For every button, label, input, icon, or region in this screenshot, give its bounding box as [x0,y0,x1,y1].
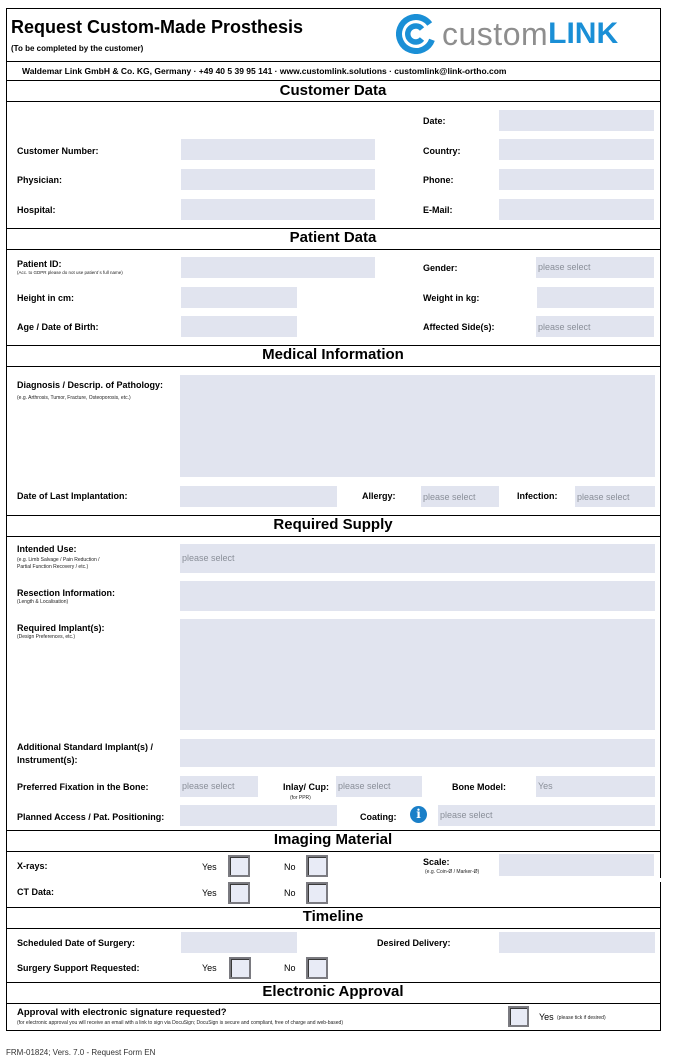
hospital-label: Hospital: [17,205,56,215]
coating-label: Coating: [360,812,397,822]
fixation-label: Preferred Fixation in the Bone: [17,782,149,792]
country-label: Country: [423,146,461,156]
surgery-support-label: Surgery Support Requested: [17,963,140,973]
planned-access-label: Planned Access / Pat. Positioning: [17,812,165,822]
logo-text-custom: custom [442,15,549,52]
inlay-cup-label: Inlay/ Cup: [283,782,330,792]
inlay-cup-note: (for PPR) [290,795,311,801]
section-title-medical-information: Medical Information [262,346,404,363]
approval-note: (for electronic approval you will receive an email with a link to sign via DocuSign; DocuSign is secure and compliant, free of charge and web-based) [17,1020,343,1026]
bone-model-select[interactable] [536,776,655,797]
age-label: Age / Date of Birth: [17,322,99,332]
desired-delivery-input[interactable] [499,932,655,953]
fixation-select[interactable] [180,776,258,797]
bone-model-label: Bone Model: [452,782,506,792]
infection-select[interactable] [575,486,655,507]
last-implantation-label: Date of Last Implantation: [17,491,128,501]
customer-number-input[interactable] [181,139,375,160]
frame-bottom [6,1030,661,1031]
required-implants-label: Required Implant(s): [17,623,105,633]
date-label: Date: [423,116,446,126]
height-input[interactable] [181,287,297,308]
diagnosis-note: (e.g. Arthrosis, Tumor, Fracture, Osteoporosis, etc.) [17,395,131,401]
patient-id-input[interactable] [181,257,375,278]
logo-text-link: LINK [548,17,619,50]
divider [6,928,661,929]
gender-value: please select [538,262,591,272]
height-label: Height in cm: [17,293,75,303]
xrays-label: X-rays: [17,861,48,871]
additional-implants-label-1: Additional Standard Implant(s) / [17,742,154,752]
contact-line: Waldemar Link GmbH & Co. KG, Germany · +49 40 5 39 95 141 · www.customlink.solutions · customlink@link-ortho.com [22,66,507,76]
inlay-cup-value: please select [338,781,391,791]
approval-question: Approval with electronic signature requested? [17,1007,227,1018]
intended-use-label: Intended Use: [17,544,77,554]
allergy-value: please select [423,492,476,502]
email-input[interactable] [499,199,654,220]
allergy-select[interactable] [421,486,499,507]
frame-right-lower [660,882,661,1031]
resection-input[interactable] [180,581,655,611]
affected-sides-select[interactable] [536,316,654,337]
surgery-date-label: Scheduled Date of Surgery: [17,938,136,948]
coating-select[interactable] [438,805,655,826]
section-title-customer-data: Customer Data [279,82,387,99]
support-no-checkbox[interactable] [306,957,328,979]
section-title-patient-data: Patient Data [289,229,377,246]
planned-access-input[interactable] [180,805,337,826]
hospital-input[interactable] [181,199,375,220]
frame-right [660,8,661,878]
diagnosis-textarea[interactable] [180,375,655,477]
physician-label: Physician: [17,175,63,185]
required-implants-textarea[interactable] [180,619,655,730]
frame-top [6,8,661,9]
diagnosis-label: Diagnosis / Descrip. of Pathology: [17,380,164,390]
surgery-date-input[interactable] [181,932,297,953]
phone-input[interactable] [499,169,654,190]
customlink-c-icon [396,14,436,54]
infection-value: please select [577,492,630,502]
section-title-electronic-approval: Electronic Approval [262,983,404,1000]
fixation-value: please select [182,781,235,791]
patient-id-label: Patient ID: [17,259,62,269]
gender-label: Gender: [423,263,458,273]
intended-use-value: please select [182,553,235,563]
desired-delivery-label: Desired Delivery: [377,938,451,948]
scale-note: (e.g. Coin-Ø / Marker-Ø) [425,869,480,875]
approval-yes-checkbox[interactable] [508,1006,529,1027]
resection-note: (Length & Localisation) [17,599,69,605]
phone-label: Phone: [423,175,454,185]
approval-yes-label: Yes [539,1012,554,1022]
affected-sides-label: Affected Side(s): [423,322,495,332]
allergy-label: Allergy: [362,491,396,501]
intended-use-note-1: (e.g. Limb Salvage / Pain Reduction / [17,557,100,563]
gender-select[interactable] [536,257,654,278]
scale-input[interactable] [499,854,654,876]
last-implantation-input[interactable] [180,486,337,507]
required-implants-note: (Design Preferences, etc.) [17,634,76,640]
inlay-cup-select[interactable] [336,776,422,797]
affected-sides-value: please select [538,322,591,332]
ct-yes-label: Yes [202,888,217,898]
section-title-imaging-material: Imaging Material [273,831,393,848]
page-subtitle: (To be completed by the customer) [11,44,144,53]
support-yes-label: Yes [202,963,217,973]
patient-id-note: (Acc. to GDPR please do not use patient´s full name) [17,270,123,275]
ct-yes-checkbox[interactable] [228,882,250,904]
physician-input[interactable] [181,169,375,190]
ct-no-label: No [284,888,296,898]
ct-data-label: CT Data: [17,887,55,897]
info-icon[interactable]: i [410,806,427,823]
ct-no-checkbox[interactable] [306,882,328,904]
form-id-footer: FRM-01824; Vers. 7.0 - Request Form EN [6,1048,156,1057]
divider [6,61,661,62]
section-title-required-supply: Required Supply [273,516,393,533]
section-title-timeline: Timeline [302,908,364,925]
customer-number-label: Customer Number: [17,146,99,156]
infection-label: Infection: [517,491,558,501]
support-no-label: No [284,963,296,973]
additional-implants-input[interactable] [180,739,655,767]
divider [6,1003,661,1004]
age-input[interactable] [181,316,297,337]
xrays-yes-label: Yes [202,862,217,872]
country-input[interactable] [499,139,654,160]
bone-model-value: Yes [538,781,553,791]
divider [6,536,661,537]
support-yes-checkbox[interactable] [229,957,251,979]
customlink-logo [396,14,618,54]
coating-value: please select [440,810,493,820]
approval-yes-note: (please tick if desired) [557,1015,606,1021]
xrays-yes-checkbox[interactable] [228,855,250,877]
xrays-no-checkbox[interactable] [306,855,328,877]
email-label: E-Mail: [423,205,453,215]
additional-implants-label-2: Instrument(s): [17,755,78,765]
date-input[interactable] [499,110,654,131]
page-title: Request Custom-Made Prosthesis [11,17,304,37]
scale-label: Scale: [423,857,450,867]
intended-use-note-2: Partial Function Recovery / etc.) [17,564,89,570]
intended-use-select[interactable] [180,544,655,573]
divider [6,80,661,81]
xrays-no-label: No [284,862,296,872]
divider [6,366,661,367]
divider [6,851,661,852]
divider [6,249,661,250]
resection-label: Resection Information: [17,588,116,598]
divider [6,101,661,102]
weight-input[interactable] [537,287,654,308]
weight-label: Weight in kg: [423,293,480,303]
